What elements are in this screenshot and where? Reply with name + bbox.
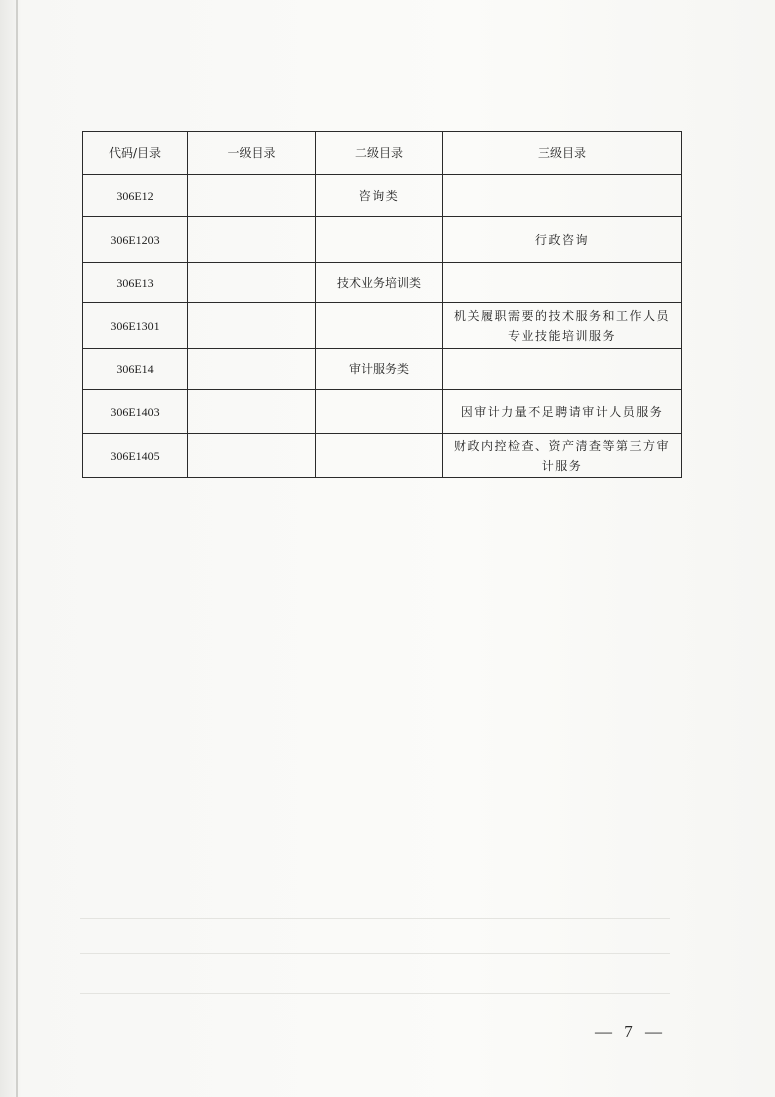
table-row <box>83 434 682 478</box>
table-row <box>83 390 682 434</box>
row-level1 <box>188 390 316 434</box>
row-level2 <box>316 217 443 263</box>
table-row <box>83 217 682 263</box>
header-level2: 二级目录 <box>316 132 443 175</box>
bleed-through-line <box>80 918 670 919</box>
header-level3: 三级目录 <box>443 132 682 175</box>
row-level3 <box>443 349 682 390</box>
row-level2 <box>316 434 443 478</box>
row-level2: 技术业务培训类 <box>316 263 443 303</box>
row-level2: 审计服务类 <box>316 349 443 390</box>
row-code: 306E14 <box>83 349 188 390</box>
row-level1 <box>188 175 316 217</box>
header-level1: 一级目录 <box>188 132 316 175</box>
row-code: 306E12 <box>83 175 188 217</box>
scan-edge-line <box>16 0 18 1097</box>
table-header-row <box>83 132 682 175</box>
row-code: 306E1403 <box>83 390 188 434</box>
row-level3 <box>443 175 682 217</box>
row-level3: 行政咨询 <box>443 217 682 263</box>
row-level3 <box>443 263 682 303</box>
table-row <box>83 303 682 349</box>
table-row <box>83 349 682 390</box>
row-level3: 因审计力量不足聘请审计人员服务 <box>443 390 682 434</box>
row-code: 306E1405 <box>83 434 188 478</box>
row-level1 <box>188 217 316 263</box>
row-level1 <box>188 263 316 303</box>
page-number: — 7 — <box>595 1022 666 1041</box>
bleed-through-line <box>80 993 670 994</box>
bleed-through-line <box>80 953 670 954</box>
row-level1 <box>188 349 316 390</box>
row-code: 306E1301 <box>83 303 188 349</box>
table-row <box>83 263 682 303</box>
row-level1 <box>188 303 316 349</box>
row-level3: 机关履职需要的技术服务和工作人员专业技能培训服务 <box>443 303 682 349</box>
table-row <box>83 175 682 217</box>
row-level3: 财政内控检查、资产清查等第三方审计服务 <box>443 434 682 478</box>
row-level2: 咨询类 <box>316 175 443 217</box>
catalog-table <box>82 131 682 478</box>
header-code: 代码/目录 <box>83 132 188 175</box>
row-level1 <box>188 434 316 478</box>
row-code: 306E1203 <box>83 217 188 263</box>
row-level2 <box>316 303 443 349</box>
row-level2 <box>316 390 443 434</box>
row-code: 306E13 <box>83 263 188 303</box>
